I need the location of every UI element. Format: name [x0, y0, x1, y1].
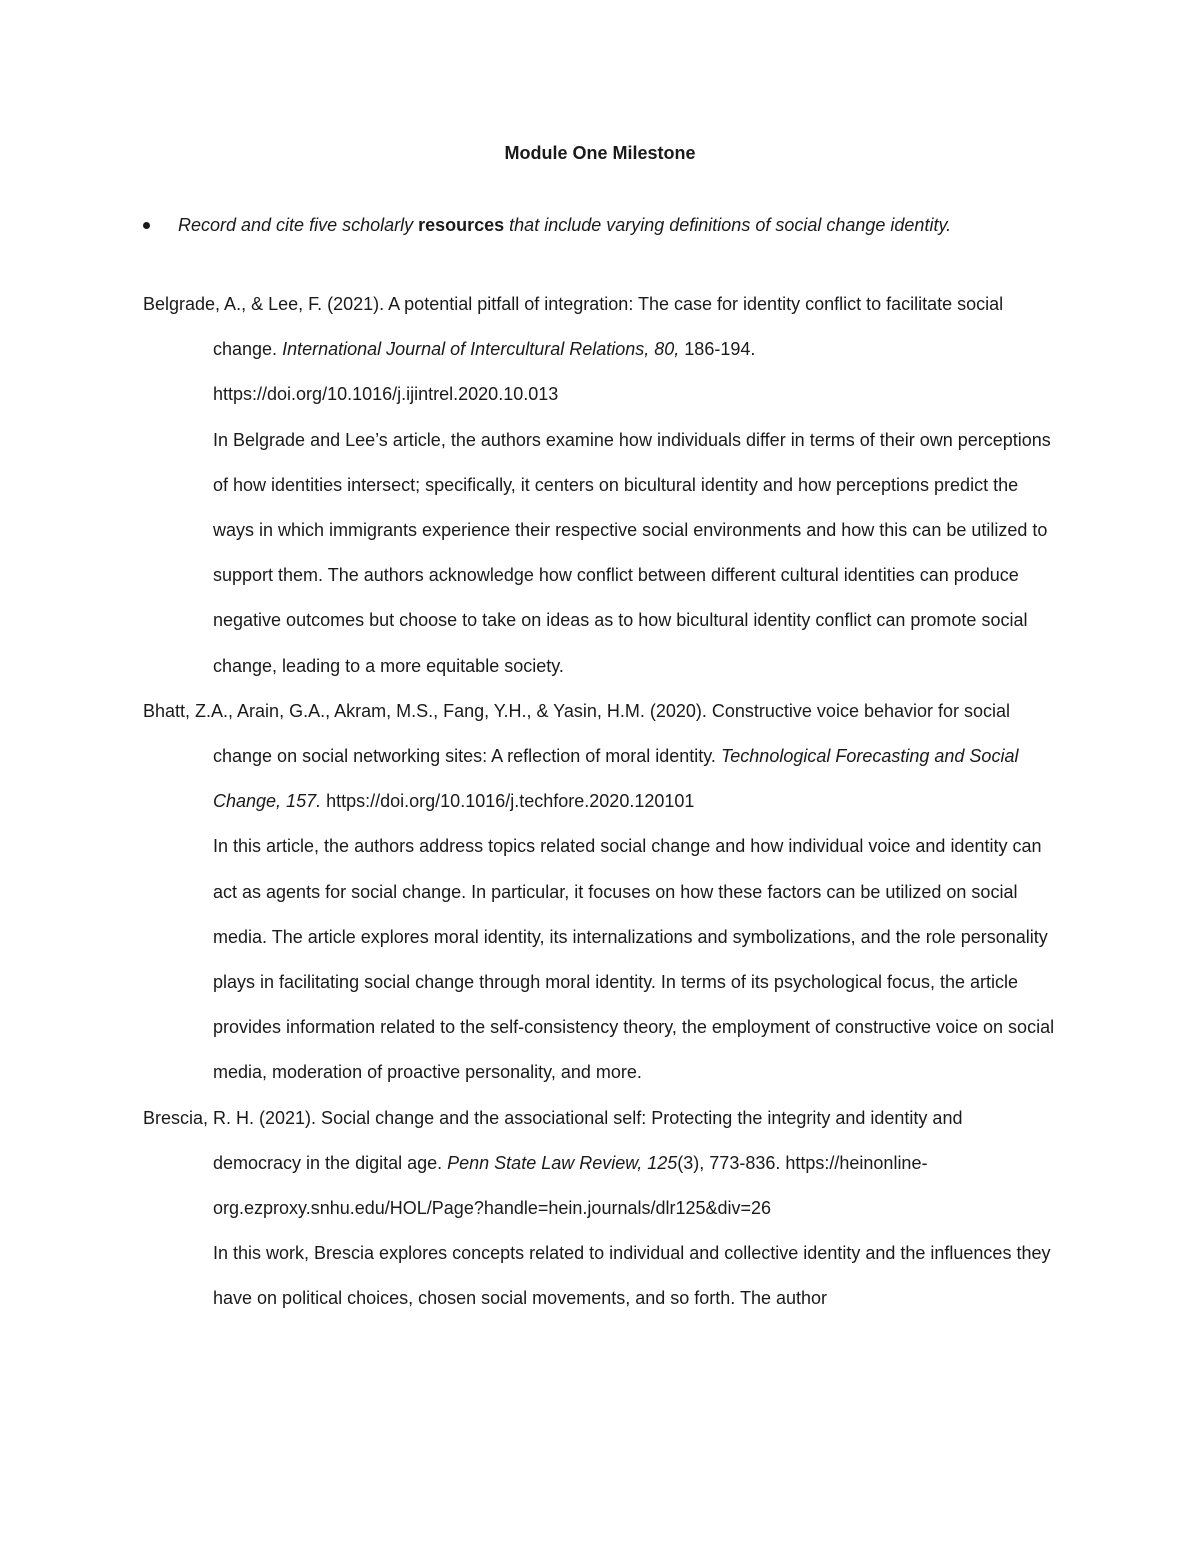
bullet-text: Record and cite five scholarly resources that include varying definitions of social change identity.: [178, 215, 952, 235]
reference-annotation: In this article, the authors address topics related social change and how individual voice and identity can act as agents for social change. In particular, it focuses on how these factors can be utilized on social media. The article explores moral identity, its internalizations and symbolizations, and the role personality plays in facilitating social change through moral identity. In terms of its psychological focus, the article provides information related to the self-consistency theory, the employment of constructive voice on social media, moderation of proactive personality, and more.: [213, 836, 1055, 1083]
page-title: Module One Milestone: [504, 143, 696, 163]
reference-citation: Belgrade, A., & Lee, F. (2021). A potential pitfall of integration: The case for identity conflict to facilitate social change. International Journal of Intercultural Relations, 80, 186-194. https://doi.org/10.1016/j.ijintrel.2020.10.013: [143, 294, 1004, 405]
reference-citation: Brescia, R. H. (2021). Social change and the associational self: Protecting the integrity and identity and democracy in the digital age. Penn State Law Review, 125(3), 773-836. https://heinonline-org.ezproxy.snhu.edu/HOL/Page?handle=hein.journals/dlr125&div=26: [143, 1107, 963, 1219]
reference-list: [143, 282, 1053, 1322]
reference-annotation: In this work, Brescia explores concepts related to individual and collective identity and the influences they have on political choices, chosen social movements, and so forth. The author: [213, 1243, 1051, 1309]
reference-citation: Bhatt, Z.A., Arain, G.A., Akram, M.S., Fang, Y.H., & Yasin, H.M. (2020). Constructive voice behavior for social change on social networking sites: A reflection of moral identity. Technological Forecasting and Social Change, 157. https://doi.org/10.1016/j.techfore.2020.120101: [143, 700, 1019, 812]
bullet-icon: [143, 222, 150, 229]
reference-annotation: In Belgrade and Lee’s article, the authors examine how individuals differ in terms of their own perceptions of how identities intersect; specifically, it centers on bicultural identity and how perceptions predict the ways in which immigrants experience their respective social environments and how this can be utilized to support them. The authors acknowledge how conflict between different cultural identities can produce negative outcomes but choose to take on ideas as to how bicultural identity conflict can promote social change, leading to a more equitable society.: [213, 429, 1051, 676]
